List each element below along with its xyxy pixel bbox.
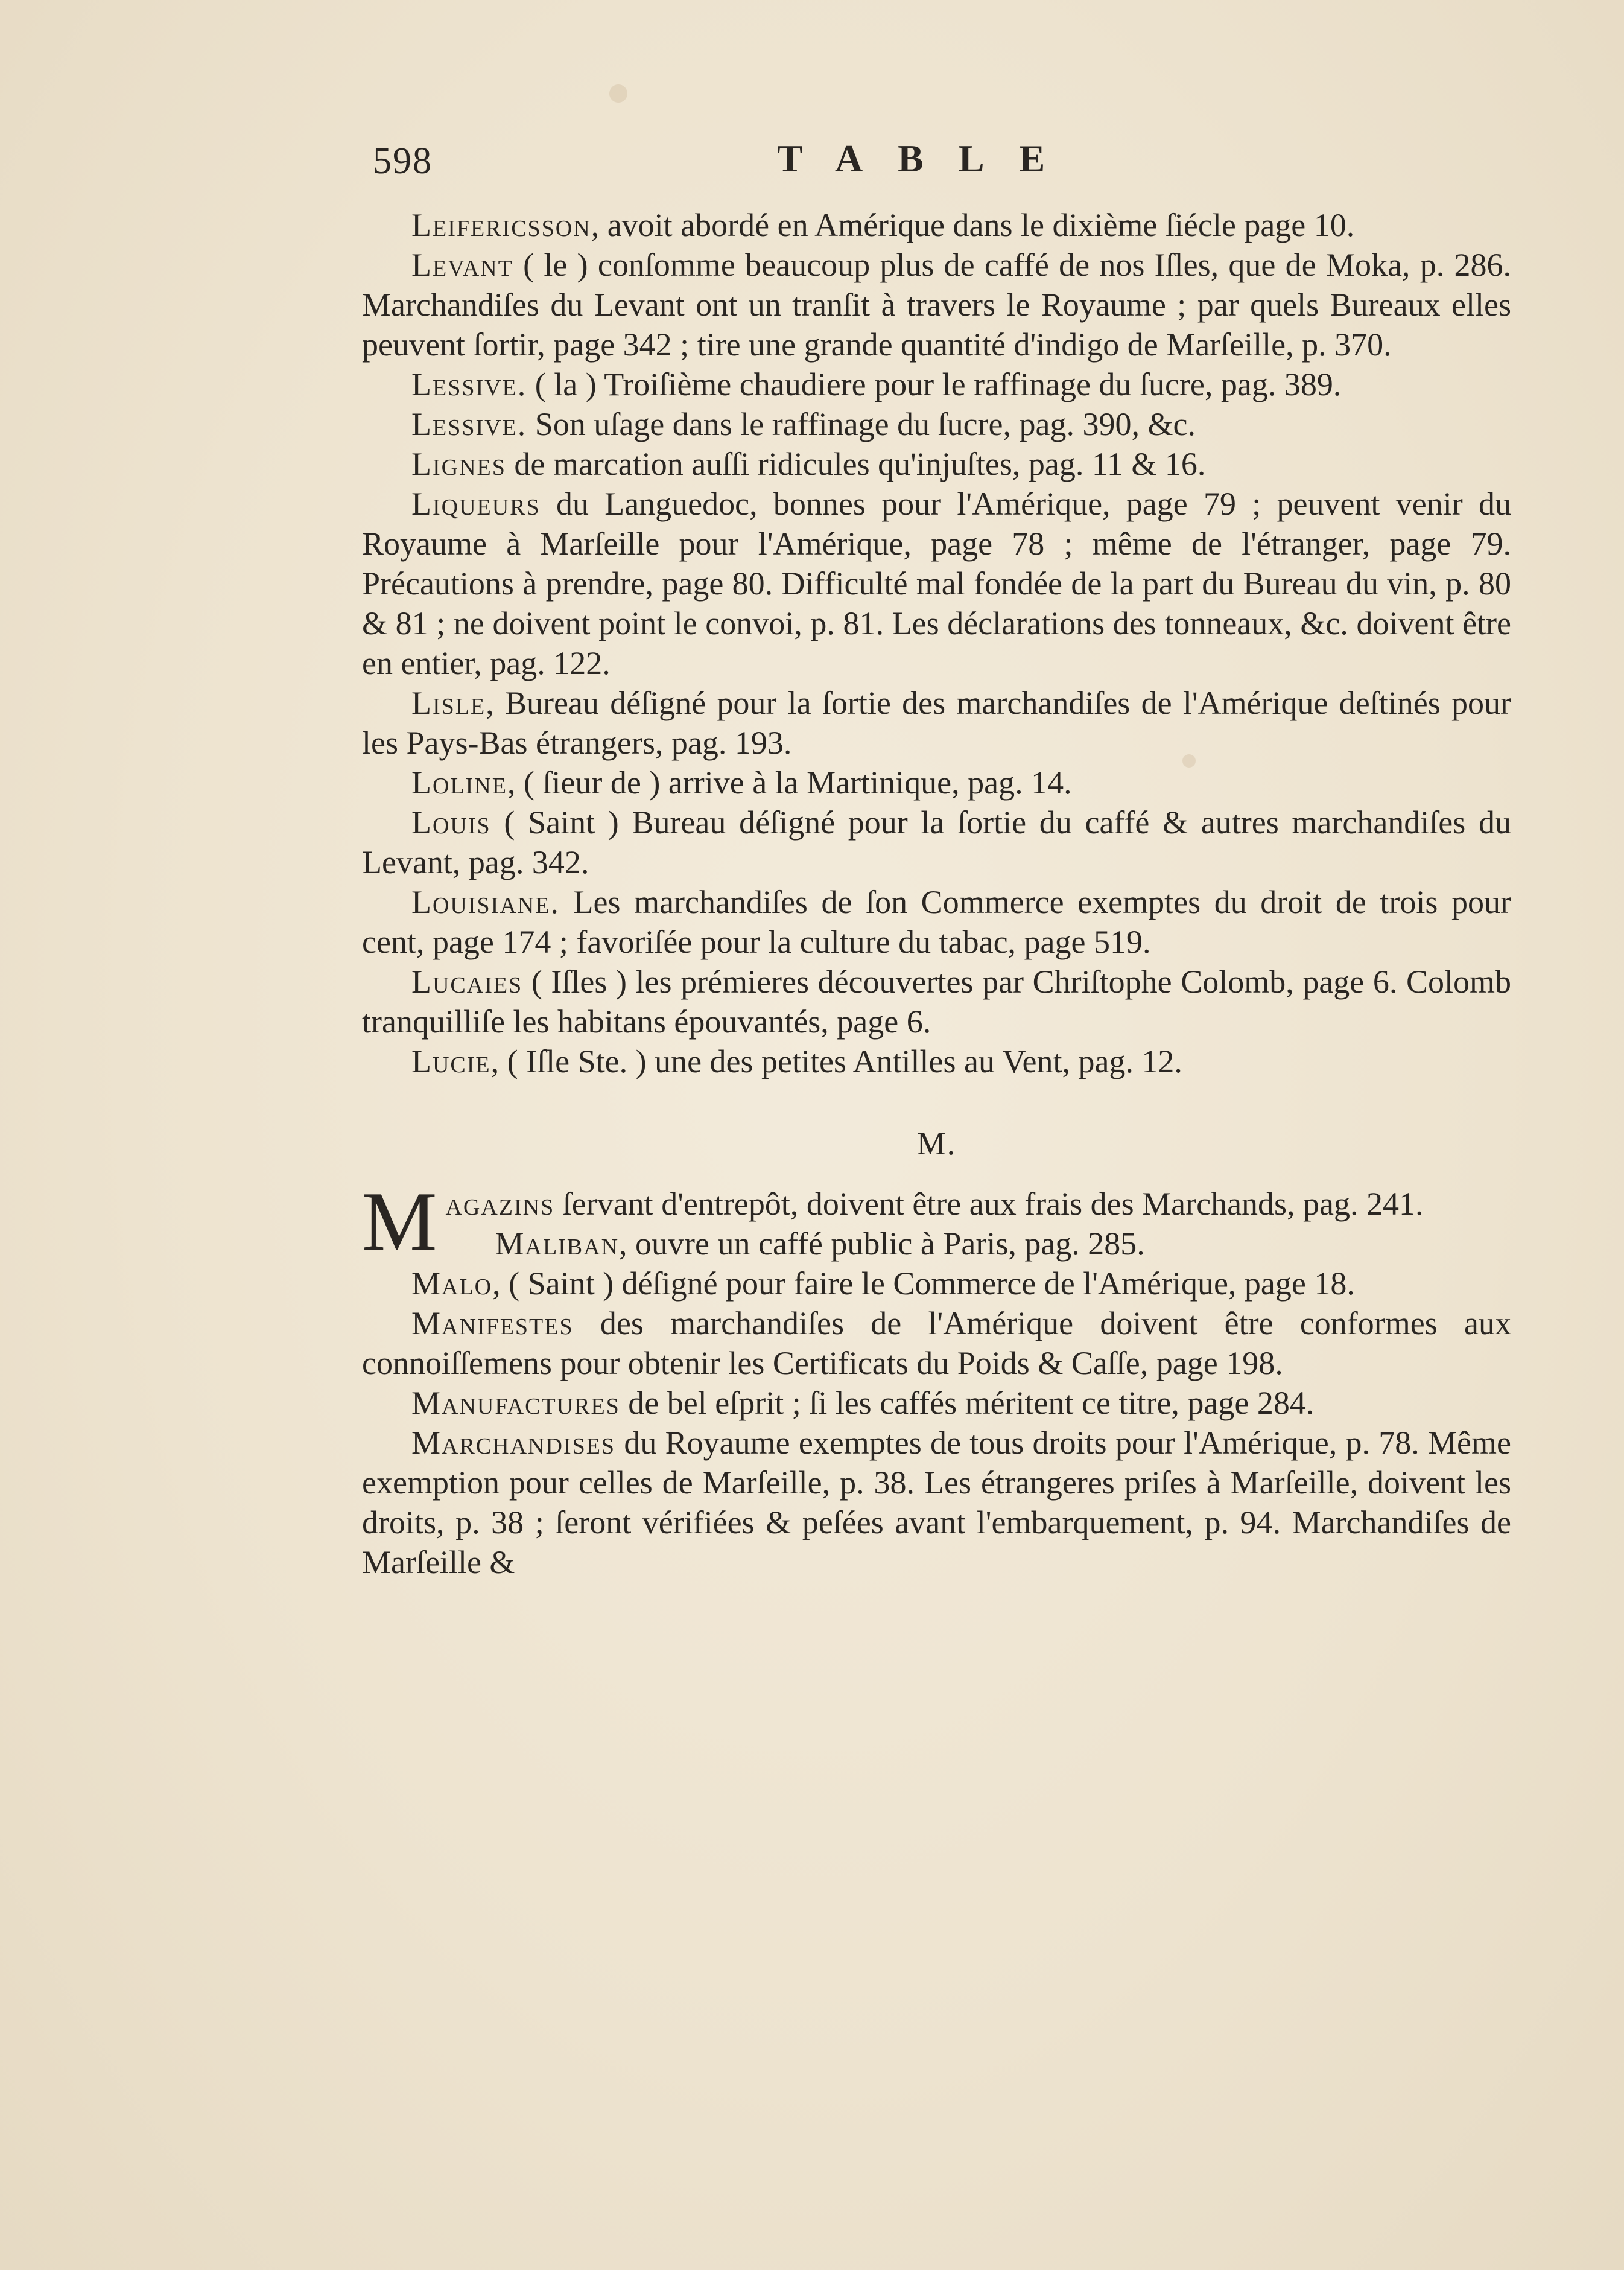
entry-head: Maliban [495, 1226, 620, 1262]
index-entry [362, 1423, 1511, 1582]
entry-head: agazins [445, 1186, 555, 1222]
entry-text: des marchandiſes de l'Amérique doivent être conformes aux connoiſſemens pour obtenir les Certificats du Poids & Caſſe, page 198. [362, 1305, 1511, 1381]
index-entry [362, 444, 1511, 484]
entry-head: Lisle [411, 685, 486, 721]
entry-text: , Bureau déſigné pour la ſortie des marchandiſes de l'Amérique deſtinés pour les Pays-Bas étrangers, pag. 193. [362, 685, 1511, 761]
index-entry [362, 803, 1511, 882]
index-entry [362, 763, 1511, 803]
entry-text: Son uſage dans le raffinage du ſucre, pag. 390, &c. [527, 406, 1196, 442]
entry-text: ( la ) Troiſième chaudiere pour le raffinage du ſucre, pag. 389. [527, 366, 1342, 402]
entry-head: Lucaies [411, 964, 523, 1000]
entry-text: de bel eſprit ; ſi les caffés méritent ce titre, page 284. [620, 1385, 1315, 1421]
index-entry [362, 1383, 1511, 1423]
entry-text: Les marchandiſes de ſon Commerce exemptes du droit de trois pour cent, page 174 ; favoriſée pour la culture du tabac, page 519. [362, 884, 1511, 960]
entry-text: ( le ) conſomme beaucoup plus de caffé de nos Iſles, que de Moka, p. 286. Marchandiſes du Levant ont un tranſit à travers le Royaume ; par quels Bureaux elles peuvent ſortir, page 342 ; tire une grande quantité d'indigo de Marſeille, p. 370. [362, 247, 1511, 363]
entry-head: Manifestes [411, 1305, 574, 1341]
page-number: 598 [373, 141, 433, 182]
entry-head: Lessive. [411, 406, 527, 442]
running-title: TABLE [777, 137, 1080, 180]
index-entry [362, 245, 1511, 364]
entry-text: , ( ſieur de ) arrive à la Martinique, pag. 14. [507, 765, 1072, 801]
index-entry [362, 1303, 1511, 1383]
entry-text: ( Iſles ) les prémieres découvertes par Chriſtophe Colomb, page 6. Colomb tranquilliſe les habitans épouvantés, page 6. [362, 964, 1511, 1040]
section-letter-heading: M. [916, 1125, 957, 1162]
entry-text: de marcation auſſi ridicules qu'injuſtes, pag. 11 & 16. [506, 446, 1206, 482]
entry-head: Lucie [411, 1043, 491, 1079]
index-entry [362, 1041, 1511, 1081]
index-entry [362, 1224, 1511, 1264]
entry-text: ( Saint ) Bureau déſigné pour la ſortie du caffé & autres marchandiſes du Levant, pag. 342. [362, 804, 1511, 880]
entry-text: , avoit abordé en Amérique dans le dixième ſiécle page 10. [591, 207, 1355, 243]
index-entry [362, 404, 1511, 444]
entry-text: , ouvre un caffé public à Paris, pag. 285. [619, 1226, 1145, 1262]
entry-head: Liqueurs [411, 486, 541, 522]
paper-stain [609, 84, 627, 103]
entry-head: Lessive. [411, 366, 527, 402]
index-entry [362, 364, 1511, 404]
drop-cap: M [362, 1175, 437, 1268]
index-text [362, 205, 1511, 1582]
index-entry [362, 882, 1511, 962]
index-entry [362, 484, 1511, 683]
index-entry [362, 1264, 1511, 1303]
entry-text: du Royaume exemptes de tous droits pour l'Amérique, p. 78. Même exemption pour celles de Marſeille, p. 38. Les étrangeres priſes à Marſeille, doivent les droits, p. 38 ; ſeront vérifiées & peſées avant l'embarquement, p. 94. Marchandiſes de Marſeille & [362, 1425, 1511, 1580]
entry-head: Marchandises [411, 1425, 616, 1461]
index-entry [362, 683, 1511, 763]
entry-text: , ( Iſle Ste. ) une des petites Antilles au Vent, pag. 12. [490, 1043, 1182, 1079]
page-header [0, 137, 1624, 194]
entry-head: Louisiane. [411, 884, 560, 920]
entry-head: Malo [411, 1265, 493, 1302]
entry-head: Levant [411, 247, 513, 283]
entry-head: Loline [411, 765, 507, 801]
entry-head: Leifericsson [411, 207, 591, 243]
entry-head: Lignes [411, 446, 506, 482]
entry-head: Manufactures [411, 1385, 620, 1421]
entry-text: , ( Saint ) déſigné pour faire le Commerce de l'Amérique, page 18. [492, 1265, 1355, 1302]
index-entry [362, 962, 1511, 1041]
entry-text: ſervant d'entrepôt, doivent être aux frais des Marchands, pag. 241. [554, 1186, 1424, 1222]
index-entry [362, 205, 1511, 245]
entry-head: Louis [411, 804, 491, 841]
entry-text: du Languedoc, bonnes pour l'Amérique, page 79 ; peuvent venir du Royaume à Marſeille pour l'Amérique, page 78 ; même de l'étranger, page 79. Précautions à prendre, page 80. Difficulté mal fondée de la part du Bureau du vin, p. 80 & 81 ; ne doivent point le convoi, p. 81. Les déclarations des tonneaux, &c. doivent être en entier, pag. 122. [362, 486, 1511, 681]
